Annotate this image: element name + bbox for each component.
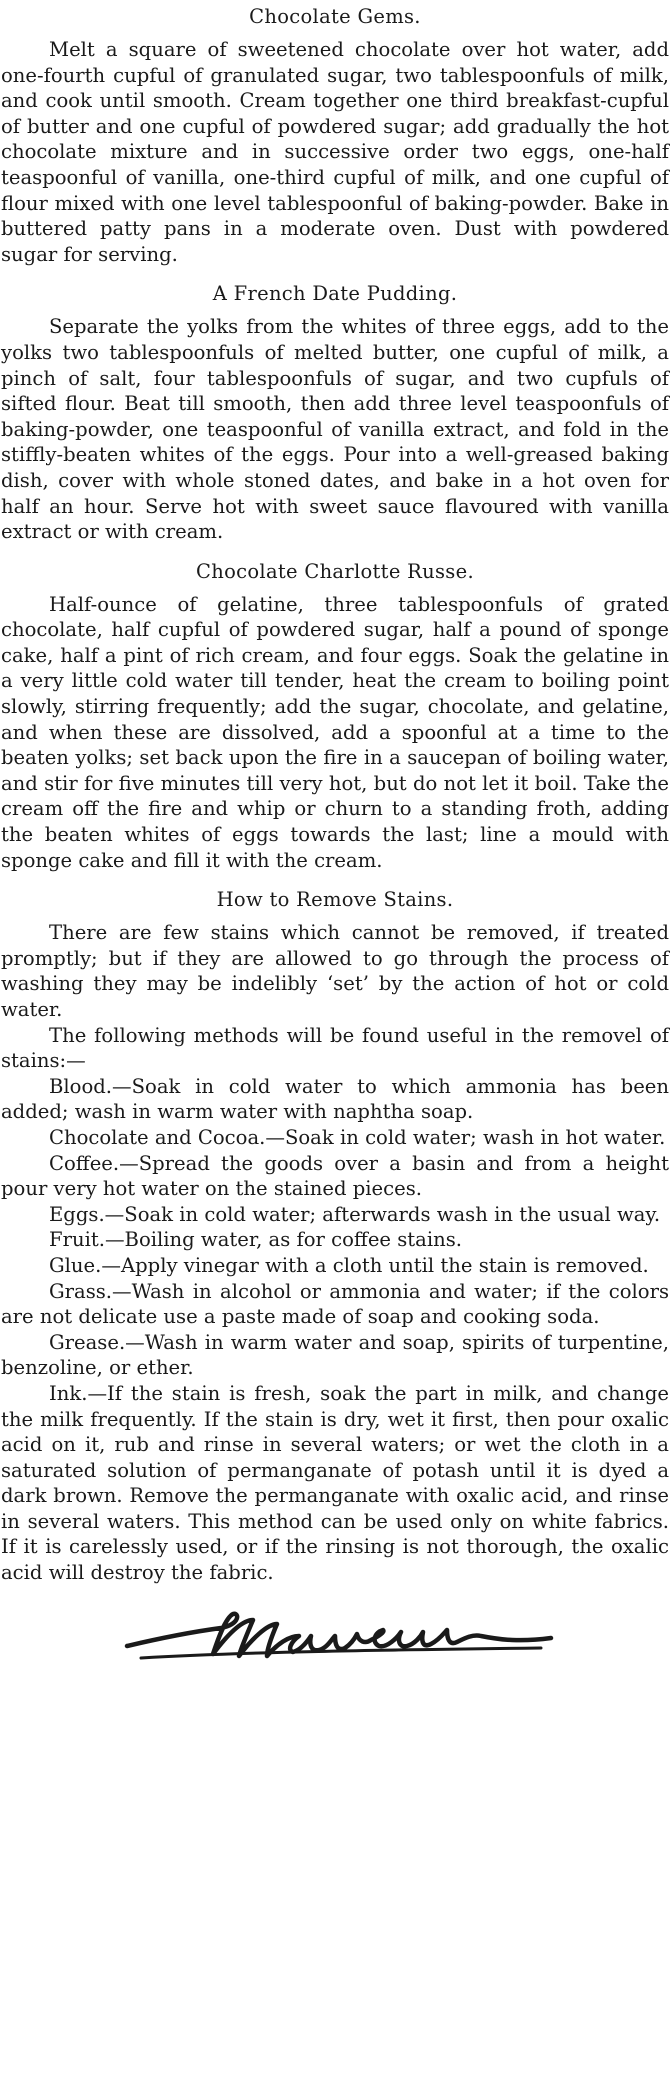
signature: [1, 1602, 669, 1672]
stains-title: How to Remove Stains.: [216, 888, 454, 912]
recipe-title: A French Date Pudding.: [212, 282, 458, 306]
stain-entry-coffee: Coffee.—Spread the goods over a basin and from a height pour very hot water on the stained pieces.: [1, 1151, 669, 1201]
recipe-title: Chocolate Charlotte Russe.: [196, 559, 474, 583]
recipe-body: Half-ounce of gelatine, three tablespoonfuls of grated chocolate, half cupful of powdered sugar, half a pound of sponge cake, half a pint of rich cream, and four eggs. Soak the gelatine in a very little cold water till tender, heat the cream to boiling point slowly, stirring frequently; add the sugar, chocolate, and gelatine, and when these are dissolved, add a spoonful at a time to the beaten yolks; set back upon the fire in a saucepan of boiling water, and stir for five minutes till very hot, but do not let it boil. Take the cream off the fire and whip or churn to a standing froth, adding the beaten whites of eggs towards the last; line a mould with sponge cake and fill it with the cream.: [1, 592, 669, 872]
stain-entry-blood: Blood.—Soak in cold water to which ammonia has been added; wash in warm water with naphtha soap.: [1, 1074, 669, 1124]
stain-entry-grass: Grass.—Wash in alcohol or ammonia and water; if the colors are not delicate use a paste made of soap and cooking soda.: [1, 1279, 669, 1329]
recipe-chocolate-charlotte-russe: [1, 559, 669, 874]
recipe-chocolate-gems: [1, 4, 669, 267]
recipe-column: [1, 4, 669, 1672]
stains-intro: The following methods will be found useful in the removel of stains:—: [1, 1023, 669, 1073]
stain-entry-fruit: Fruit.—Boiling water, as for coffee stains.: [49, 1228, 463, 1252]
stain-entry-eggs: Eggs.—Soak in cold water; afterwards wash in the usual way.: [49, 1202, 661, 1226]
recipe-french-date-pudding: [1, 281, 669, 544]
stain-entry-ink: Ink.—If the stain is fresh, soak the part in milk, and change the milk frequently. If the stain is dry, wet it first, then pour oxalic acid on it, rub and rinse in several waters; or wet the cloth in a saturated solution of permanganate of potash until it is dyed a dark brown. Remove the permanganate with oxalic acid, and rinse in several waters. This method can be used only on white fabrics. If it is carelessly used, or if the rinsing is not thorough, the oxalic acid will destroy the fabric.: [1, 1381, 669, 1585]
recipe-body: Separate the yolks from the whites of three eggs, add to the yolks two tablespoonfuls of melted butter, one cupful of milk, a pinch of salt, four tablespoonfuls of sugar, and two cupfuls of sifted flour. Beat till smooth, then add three level teaspoonfuls of baking-powder, one teaspoonful of vanilla extract, and fold in the stiffly-beaten whites of the eggs. Pour into a well-greased baking dish, cover with whole stoned dates, and bake in a hot oven for half an hour. Serve hot with sweet sauce flavoured with vanilla extract or with cream.: [1, 315, 669, 544]
recipe-title: Chocolate Gems.: [249, 5, 421, 28]
stains-intro: There are few stains which cannot be removed, if treated promptly; but if they are allowed to go through the process of washing they may be indelibly ‘set’ by the action of hot or cold water.: [1, 921, 669, 1021]
stain-entry-glue: Glue.—Apply vinegar with a cloth until the stain is removed.: [49, 1253, 649, 1277]
how-to-remove-stains: [1, 887, 669, 1585]
recipe-body: Melt a square of sweetened chocolate over hot water, add one-fourth cupful of granulated sugar, two tablespoonfuls of milk, and cook until smooth. Cream together one third breakfast-cupful of butter and one cupful of powdered sugar; add gradually the hot chocolate mixture and in successive order two eggs, one-half teaspoonful of vanilla, one-third cupful of milk, and one cupful of flour mixed with one level tablespoonful of baking-powder. Bake in buttered patty pans in a moderate oven. Dust with powdered sugar for serving.: [1, 38, 669, 266]
stain-entry-chocolate-cocoa: Chocolate and Cocoa.—Soak in cold water; wash in hot water.: [49, 1125, 666, 1149]
stain-entry-grease: Grease.—Wash in warm water and soap, spirits of turpentine, benzoline, or ether.: [1, 1330, 669, 1380]
signature-maureen-icon: [121, 1602, 561, 1668]
